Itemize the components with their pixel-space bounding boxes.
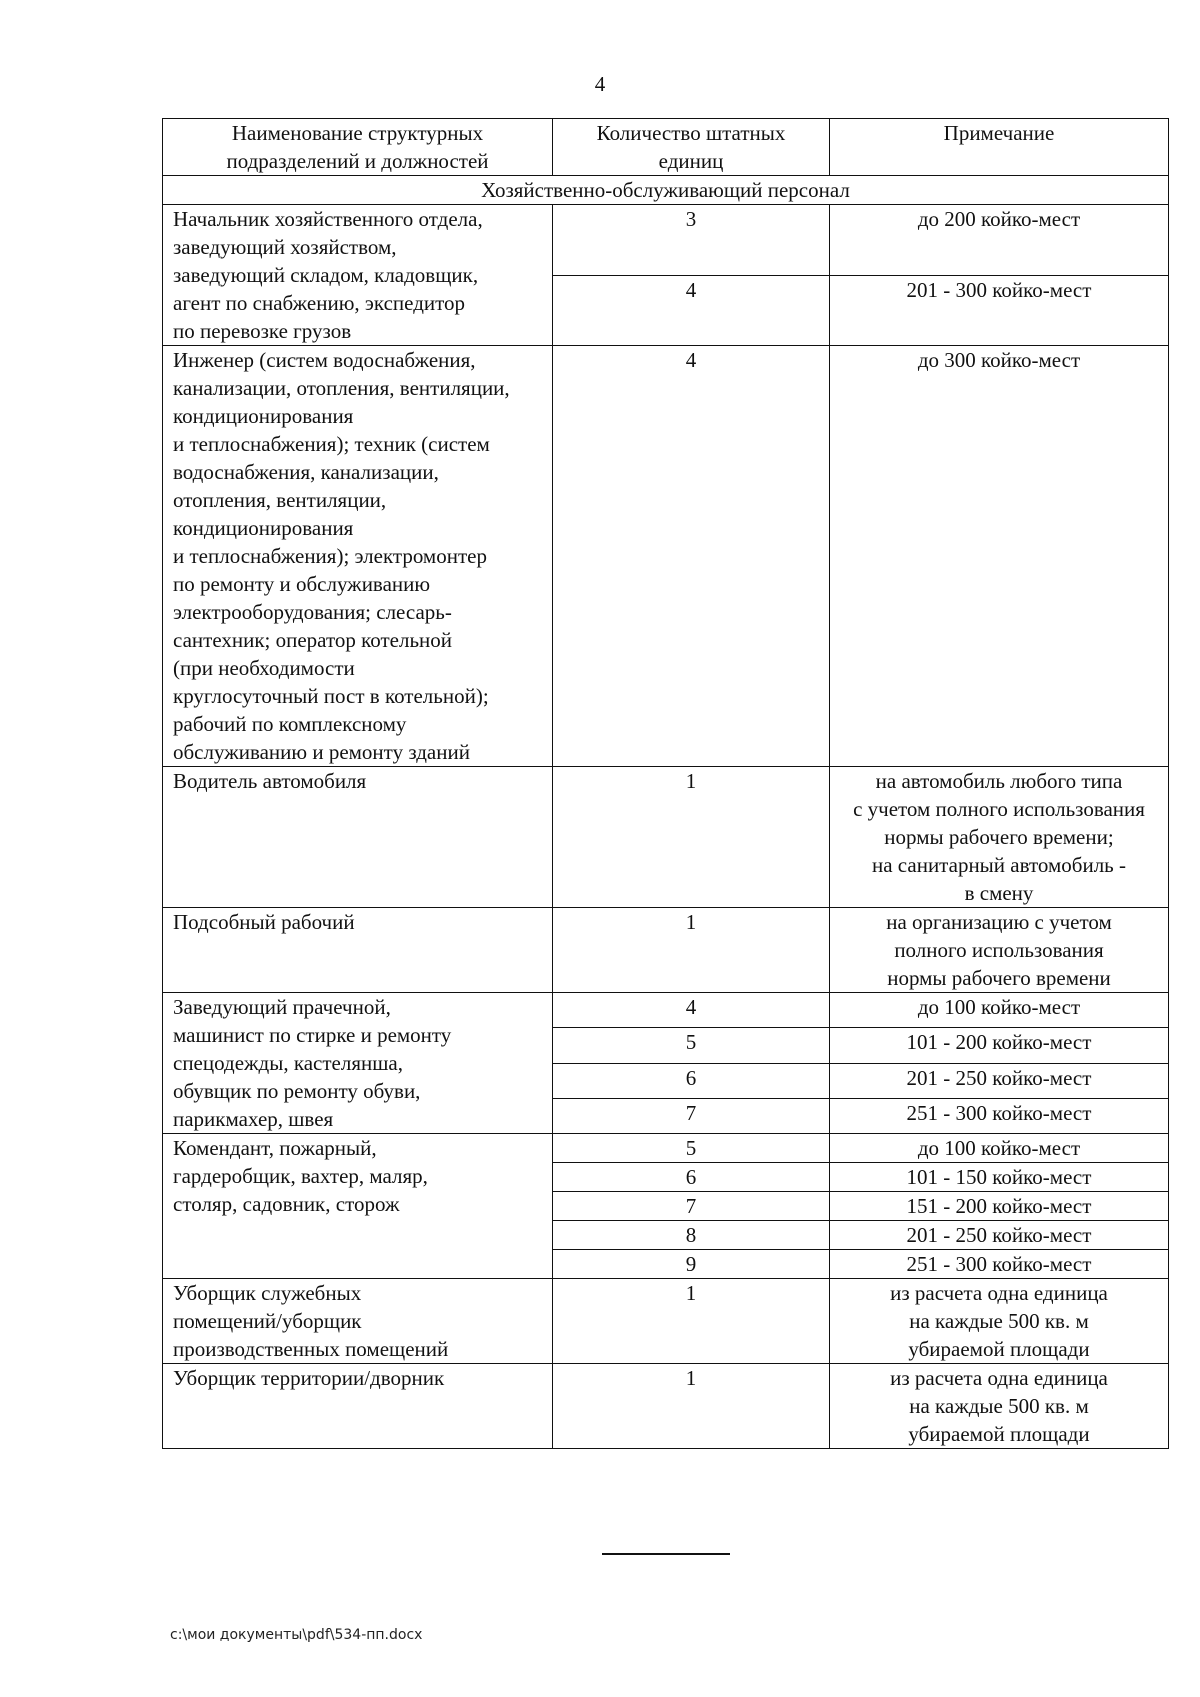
staff-count-cell: 1	[553, 908, 830, 993]
note-cell: 101 - 200 койко-мест	[830, 1028, 1169, 1063]
page-number: 4	[594, 72, 606, 96]
position-names-cell: Комендант, пожарный, гардеробщик, вахтер, маляр, столяр, садовник, сторож	[163, 1134, 553, 1279]
position-names-cell: Уборщик служебных помещений/уборщик производственных помещений	[163, 1279, 553, 1364]
note-cell: 201 - 250 койко-мест	[830, 1063, 1169, 1098]
note-cell: 151 - 200 койко-мест	[830, 1192, 1169, 1221]
position-names-cell: Заведующий прачечной, машинист по стирке и ремонту спецодежды, кастелянша, обувщик по ремонту обуви, парикмахер, швея	[163, 993, 553, 1134]
staff-count-cell: 4	[553, 993, 830, 1028]
staff-count-cell: 1	[553, 767, 830, 908]
position-names-cell: Уборщик территории/дворник	[163, 1364, 553, 1449]
note-cell: на организацию с учетом полного использования нормы рабочего времени	[830, 908, 1169, 993]
section-row	[163, 176, 1169, 205]
note-cell: 201 - 300 койко-мест	[830, 275, 1169, 346]
note-cell: из расчета одна единица на каждые 500 кв. м убираемой площади	[830, 1364, 1169, 1449]
staff-count-cell: 6	[553, 1063, 830, 1098]
staff-count-cell: 5	[553, 1134, 830, 1163]
note-cell: до 100 койко-мест	[830, 993, 1169, 1028]
table-row	[163, 767, 1169, 908]
note-cell: до 100 койко-мест	[830, 1134, 1169, 1163]
table-row	[163, 1364, 1169, 1449]
position-names-cell: Начальник хозяйственного отдела, заведующий хозяйством, заведующий складом, кладовщик, агент по снабжению, экспедитор по перевозке грузов	[163, 205, 553, 346]
header-positions: Наименование структурных подразделений и должностей	[163, 119, 553, 176]
staff-count-cell: 1	[553, 1279, 830, 1364]
table-row	[163, 1134, 1169, 1163]
staff-count-cell: 4	[553, 275, 830, 346]
staff-count-cell: 5	[553, 1028, 830, 1063]
note-cell: из расчета одна единица на каждые 500 кв. м убираемой площади	[830, 1279, 1169, 1364]
end-separator-line	[602, 1553, 730, 1555]
header-row	[163, 119, 1169, 176]
footer-file-path: c:\мои документы\pdf\534-пп.docx	[170, 1627, 423, 1643]
section-title: Хозяйственно-обслуживающий персонал	[163, 176, 1169, 205]
position-names-cell: Подсобный рабочий	[163, 908, 553, 993]
staff-count-cell: 1	[553, 1364, 830, 1449]
header-note: Примечание	[830, 119, 1169, 176]
header-staff-count: Количество штатных единиц	[553, 119, 830, 176]
table-row	[163, 993, 1169, 1028]
note-cell: 101 - 150 койко-мест	[830, 1163, 1169, 1192]
staff-count-cell: 4	[553, 346, 830, 767]
staff-count-cell: 9	[553, 1250, 830, 1279]
table-row	[163, 908, 1169, 993]
note-cell: 251 - 300 койко-мест	[830, 1250, 1169, 1279]
table-row	[163, 205, 1169, 276]
staff-count-cell: 7	[553, 1192, 830, 1221]
staffing-table	[162, 118, 1169, 1449]
note-cell: 251 - 300 койко-мест	[830, 1098, 1169, 1133]
table-header	[163, 119, 1169, 176]
staff-count-cell: 3	[553, 205, 830, 276]
staff-count-cell: 7	[553, 1098, 830, 1133]
note-cell: до 300 койко-мест	[830, 346, 1169, 767]
staff-count-cell: 8	[553, 1221, 830, 1250]
staff-count-cell: 6	[553, 1163, 830, 1192]
position-names-cell: Инженер (систем водоснабжения, канализации, отопления, вентиляции, кондиционирования и теплоснабжения); техник (систем водоснабжения, канализации, отопления, вентиляции, кондиционирования и теплоснабжения); электромонтер по ремонту и обслуживанию электрооборудования; слесарь- сантехник; оператор котельной (при необходимости круглосуточный пост в котельной); рабочий по комплексному обслуживанию и ремонту зданий	[163, 346, 553, 767]
table-row	[163, 1279, 1169, 1364]
table-row	[163, 346, 1169, 767]
table-body	[163, 176, 1169, 1449]
position-names-cell: Водитель автомобиля	[163, 767, 553, 908]
note-cell: до 200 койко-мест	[830, 205, 1169, 276]
note-cell: на автомобиль любого типа с учетом полного использования нормы рабочего времени; на санитарный автомобиль - в смену	[830, 767, 1169, 908]
note-cell: 201 - 250 койко-мест	[830, 1221, 1169, 1250]
